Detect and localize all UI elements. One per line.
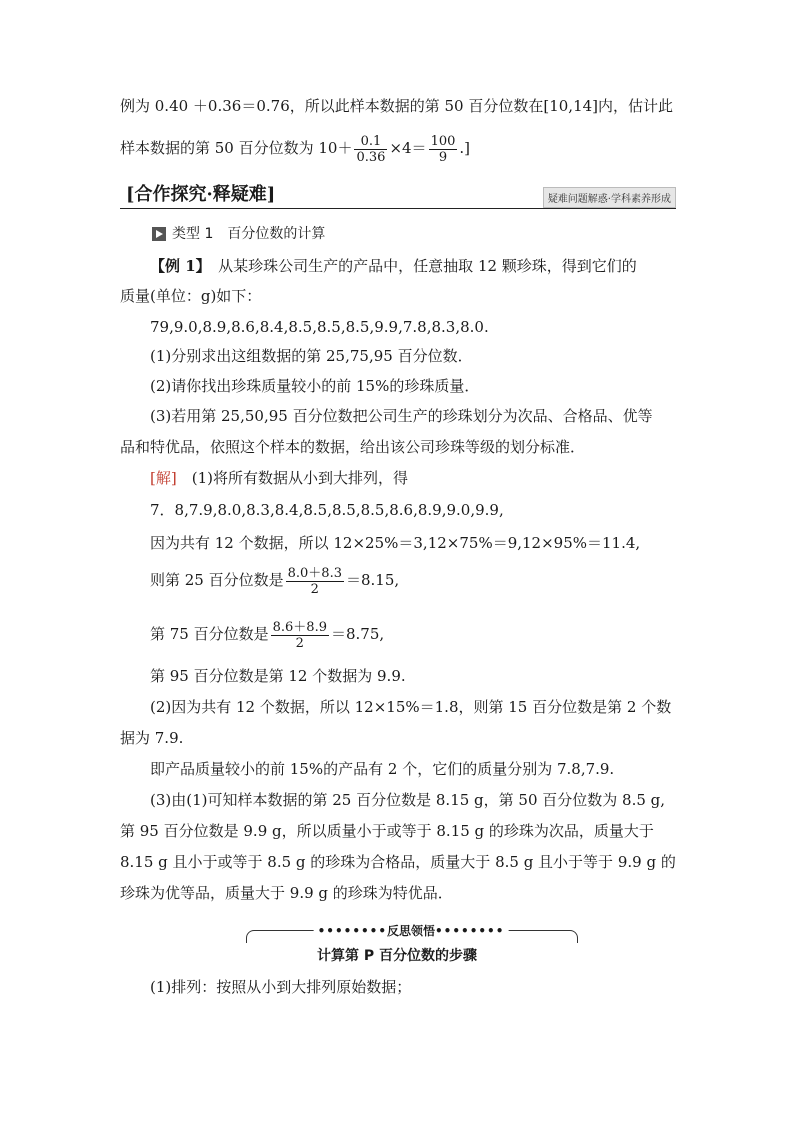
solution-p75 — [150, 614, 384, 654]
intro-line-2 — [120, 130, 470, 166]
fraction-1 — [354, 134, 387, 165]
section-header — [120, 180, 676, 209]
example-question-1: 从某珍珠公司生产的产品中，任意抽取 12 颗珍珠，得到它们的 — [203, 257, 637, 275]
reflection-label: 反思领悟 — [386, 924, 436, 938]
p25-fraction — [286, 566, 344, 597]
example-label: 【例 1】 — [150, 257, 204, 275]
intro-line-2-prefix: 样本数据的第 50 百分位数为 10＋ — [120, 139, 353, 157]
example-part-3-line-2: 品和特优品，依照这个样本的数据，给出该公司珍珠等级的划分标准． — [120, 438, 586, 456]
fraction-2-denominator: 9 — [438, 149, 448, 165]
example-part-1: (1)分别求出这组数据的第 25,75,95 百分位数． — [150, 347, 473, 365]
p75-prefix: 第 75 百分位数是 — [150, 625, 269, 643]
type-heading — [152, 224, 325, 244]
solution-step-1: (1)将所有数据从小到大排列，得 — [191, 469, 408, 487]
solution-part-3-line-3: 8.15 g 且小于或等于 8.5 g 的珍珠为合格品，质量大于 8.5 g 且小于等于 9.9 g 的 — [120, 853, 676, 871]
reflection-step-1: (1)排列：按照从小到大排列原始数据； — [150, 978, 412, 996]
intro-line-2-suffix: .] — [459, 139, 471, 157]
play-triangle-icon — [152, 227, 166, 241]
solution-part-2-line-3: 即产品质量较小的前 15%的产品有 2 个，它们的质量分别为 7.8,7.9. — [150, 760, 615, 778]
section-title: [合作探究·释疑难] — [126, 184, 276, 205]
fraction-1-numerator: 0.1 — [354, 134, 387, 150]
p25-suffix: ＝8.15, — [345, 571, 400, 589]
solution-sorted: 7．8,7.9,8.0,8.3,8.4,8.5,8.5,8.5,8.6,8.9,9.0,9.9, — [150, 501, 504, 519]
p25-prefix: 则第 25 百分位数是 — [150, 571, 284, 589]
fraction-2-numerator: 100 — [430, 133, 456, 149]
solution-line-1 — [150, 468, 408, 488]
solution-part-3-line-4: 珍珠为优等品，质量大于 9.9 g 的珍珠为特优品． — [120, 884, 453, 902]
example-line-1 — [150, 256, 637, 276]
solution-label: [解] — [150, 469, 177, 487]
p75-numerator: 8.6＋8.9 — [272, 619, 327, 635]
example-part-3-line-1: (3)若用第 25,50,95 百分位数把公司生产的珍珠划分为次品、合格品、优等 — [150, 407, 653, 425]
example-data: 79,9.0,8.9,8.6,8.4,8.5,8.5,8.5,9.9,7.8,8.3,8.0. — [150, 318, 489, 336]
type-heading-text: 类型 1 百分位数的计算 — [172, 226, 326, 242]
solution-count: 因为共有 12 个数据，所以 12×25%＝3,12×75%＝9,12×95%＝11.4, — [150, 534, 641, 552]
example-part-2: (2)请你找出珍珠质量较小的前 15%的珍珠质量． — [150, 377, 480, 395]
intro-line-1: 例为 0.40 ＋0.36＝0.76，所以此样本数据的第 50 百分位数在[10,14]内，估计此 — [120, 97, 674, 115]
solution-part-3-line-2: 第 95 百分位数是 9.9 g，所以质量小于或等于 8.15 g 的珍珠为次品，质量大于 — [120, 822, 654, 840]
reflection-banner — [246, 922, 576, 938]
solution-part-3-line-1: (3)由(1)可知样本数据的第 25 百分位数是 8.15 g，第 50 百分位数为 8.5 g, — [150, 791, 666, 809]
reflection-label-wrap: ••••••••反思领悟•••••••• — [314, 922, 509, 939]
p75-denominator: 2 — [295, 635, 304, 651]
fraction-1-denominator: 0.36 — [356, 149, 386, 165]
p25-numerator: 8.0＋8.3 — [287, 565, 342, 581]
fraction-2 — [429, 134, 458, 165]
p25-denominator: 2 — [310, 581, 319, 597]
p75-fraction — [271, 620, 329, 651]
example-line-2: 质量(单位：g)如下： — [120, 287, 262, 305]
solution-part-2-line-2: 据为 7.9. — [120, 729, 184, 747]
p75-suffix: ＝8.75, — [330, 625, 385, 643]
section-tag: 疑难问题解惑·学科素养形成 — [543, 187, 676, 208]
solution-p95: 第 95 百分位数是第 12 个数据为 9.9. — [150, 667, 406, 685]
solution-part-2-line-1: (2)因为共有 12 个数据，所以 12×15%＝1.8，则第 15 百分位数是第 2 个数 — [150, 698, 672, 716]
solution-p25 — [150, 560, 399, 600]
intro-line-2-mid: ×4＝ — [389, 139, 427, 157]
reflection-title: 计算第 P 百分位数的步骤 — [316, 948, 477, 964]
